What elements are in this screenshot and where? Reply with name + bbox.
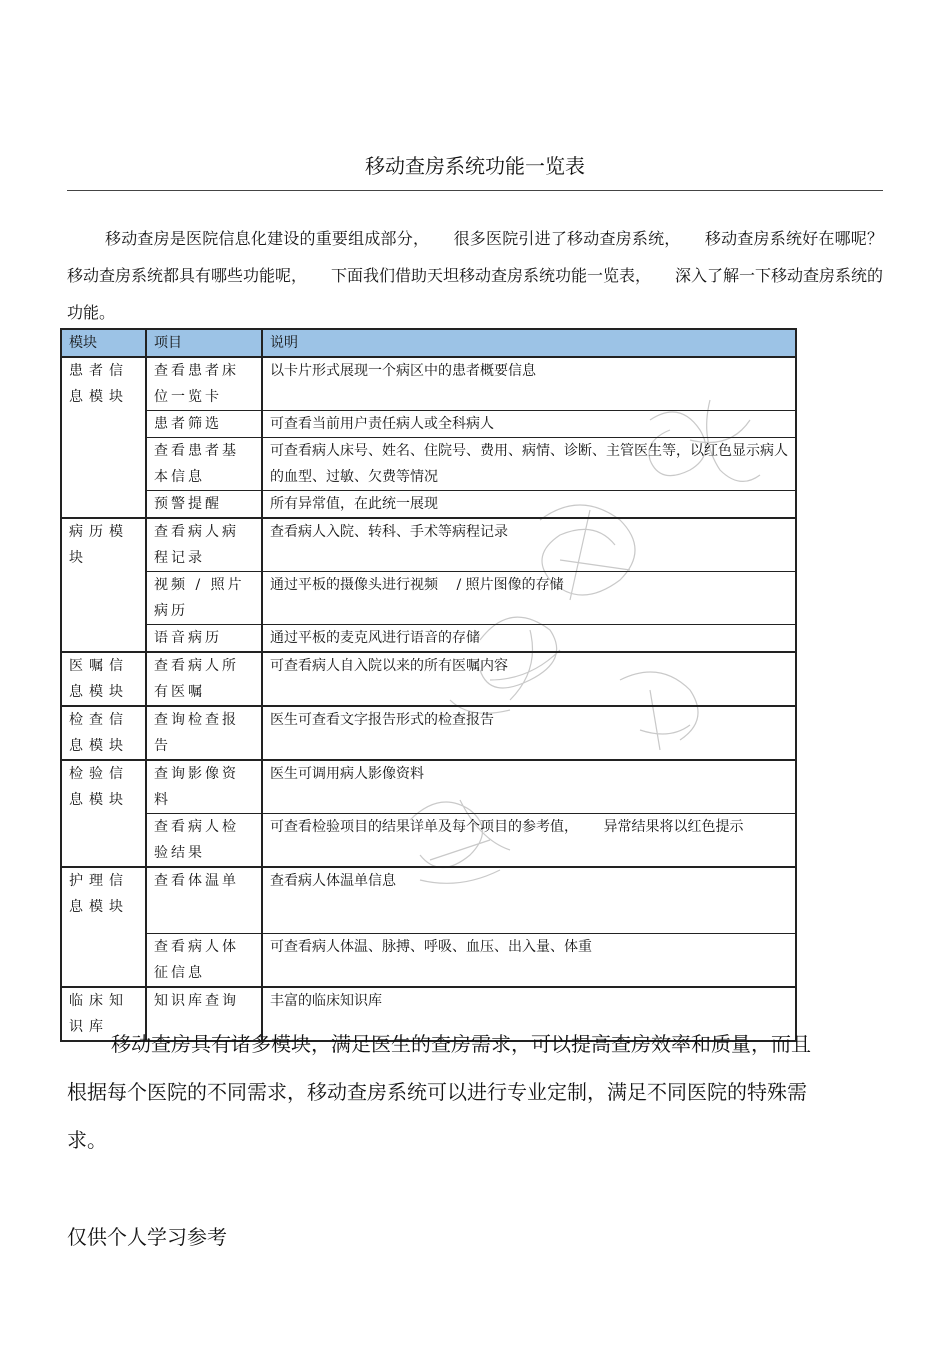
table-row bbox=[61, 438, 796, 491]
table-header-row bbox=[61, 329, 796, 357]
description-cell: 通过平板的麦克风进行语音的存储 bbox=[262, 625, 796, 653]
module-cell: 检查信息模块 bbox=[61, 706, 146, 760]
title-divider bbox=[67, 190, 883, 191]
item-cell: 查看患者基本信息 bbox=[146, 438, 262, 491]
description-cell: 可查看当前用户责任病人或全科病人 bbox=[262, 411, 796, 438]
item-cell: 知识库查询 bbox=[146, 987, 262, 1041]
module-cell: 临床知识库 bbox=[61, 987, 146, 1041]
page-title: 移动查房系统功能一览表 bbox=[365, 154, 585, 178]
description-cell: 医生可查看文字报告形式的检查报告 bbox=[262, 706, 796, 760]
item-cell: 预警提醒 bbox=[146, 491, 262, 519]
table-body bbox=[61, 357, 796, 1041]
description-cell: 以卡片形式展现一个病区中的患者概要信息 bbox=[262, 357, 796, 411]
item-cell: 查看患者床位一览卡 bbox=[146, 357, 262, 411]
header-cell-item: 项目 bbox=[146, 329, 262, 357]
description-cell: 所有异常值，在此统一展现 bbox=[262, 491, 796, 519]
module-cell: 病历模块 bbox=[61, 518, 146, 652]
closing-paragraph: 移动查房具有诸多模块，满足医生的查房需求，可以提高查房效率和质量，而且根据每个医院的不同需求，移动查房系统可以进行专业定制，满足不同医院的特殊需求。 bbox=[67, 1032, 811, 1152]
table-row bbox=[61, 867, 796, 933]
item-cell: 查看病人病程记录 bbox=[146, 518, 262, 572]
table-row bbox=[61, 652, 796, 706]
item-cell: 查看病人检验结果 bbox=[146, 814, 262, 868]
module-cell: 护理信息模块 bbox=[61, 867, 146, 987]
table-row bbox=[61, 572, 796, 625]
module-cell: 医嘱信息模块 bbox=[61, 652, 146, 706]
item-cell: 查看体温单 bbox=[146, 867, 262, 933]
item-cell: 语音病历 bbox=[146, 625, 262, 653]
table-row bbox=[61, 933, 796, 987]
table-row bbox=[61, 814, 796, 868]
table-row bbox=[61, 518, 796, 572]
footer-note: 仅供个人学习参考 bbox=[67, 1225, 227, 1249]
module-cell: 检验信息模块 bbox=[61, 760, 146, 867]
feature-table bbox=[60, 328, 797, 1042]
item-cell: 查询检查报告 bbox=[146, 706, 262, 760]
item-cell: 查看病人所有医嘱 bbox=[146, 652, 262, 706]
description-cell: 可查看病人体温、脉搏、呼吸、血压、出入量、体重 bbox=[262, 933, 796, 987]
description-cell: 丰富的临床知识库 bbox=[262, 987, 796, 1041]
item-cell: 查询影像资料 bbox=[146, 760, 262, 814]
description-cell: 通过平板的摄像头进行视频 / 照片图像的存储 bbox=[262, 572, 796, 625]
table-row bbox=[61, 625, 796, 653]
table-row bbox=[61, 491, 796, 519]
description-cell: 查看病人体温单信息 bbox=[262, 867, 796, 933]
description-cell: 查看病人入院、转科、手术等病程记录 bbox=[262, 518, 796, 572]
header-cell-module: 模块 bbox=[61, 329, 146, 357]
item-cell: 视频 / 照片病历 bbox=[146, 572, 262, 625]
item-cell: 患者筛选 bbox=[146, 411, 262, 438]
table-row bbox=[61, 357, 796, 411]
module-cell: 患者信息模块 bbox=[61, 357, 146, 518]
description-cell: 可查看病人自入院以来的所有医嘱内容 bbox=[262, 652, 796, 706]
table-row bbox=[61, 706, 796, 760]
item-cell: 查看病人体征信息 bbox=[146, 933, 262, 987]
description-cell: 可查看检验项目的结果详单及每个项目的参考值， 异常结果将以红色提示 bbox=[262, 814, 796, 868]
table-row bbox=[61, 760, 796, 814]
description-cell: 可查看病人床号、姓名、住院号、费用、病情、诊断、主管医生等，以红色显示病人的血型、过敏、欠费等情况 bbox=[262, 438, 796, 491]
description-cell: 医生可调用病人影像资料 bbox=[262, 760, 796, 814]
table-row bbox=[61, 411, 796, 438]
header-cell-description: 说明 bbox=[262, 329, 796, 357]
intro-paragraph: 移动查房是医院信息化建设的重要组成部分， 很多医院引进了移动查房系统， 移动查房系统好在哪呢？移动查房系统都具有哪些功能呢， 下面我们借助天坦移动查房系统功能一览表， 深入了解一下移动查房系统的功能。 bbox=[67, 229, 884, 322]
